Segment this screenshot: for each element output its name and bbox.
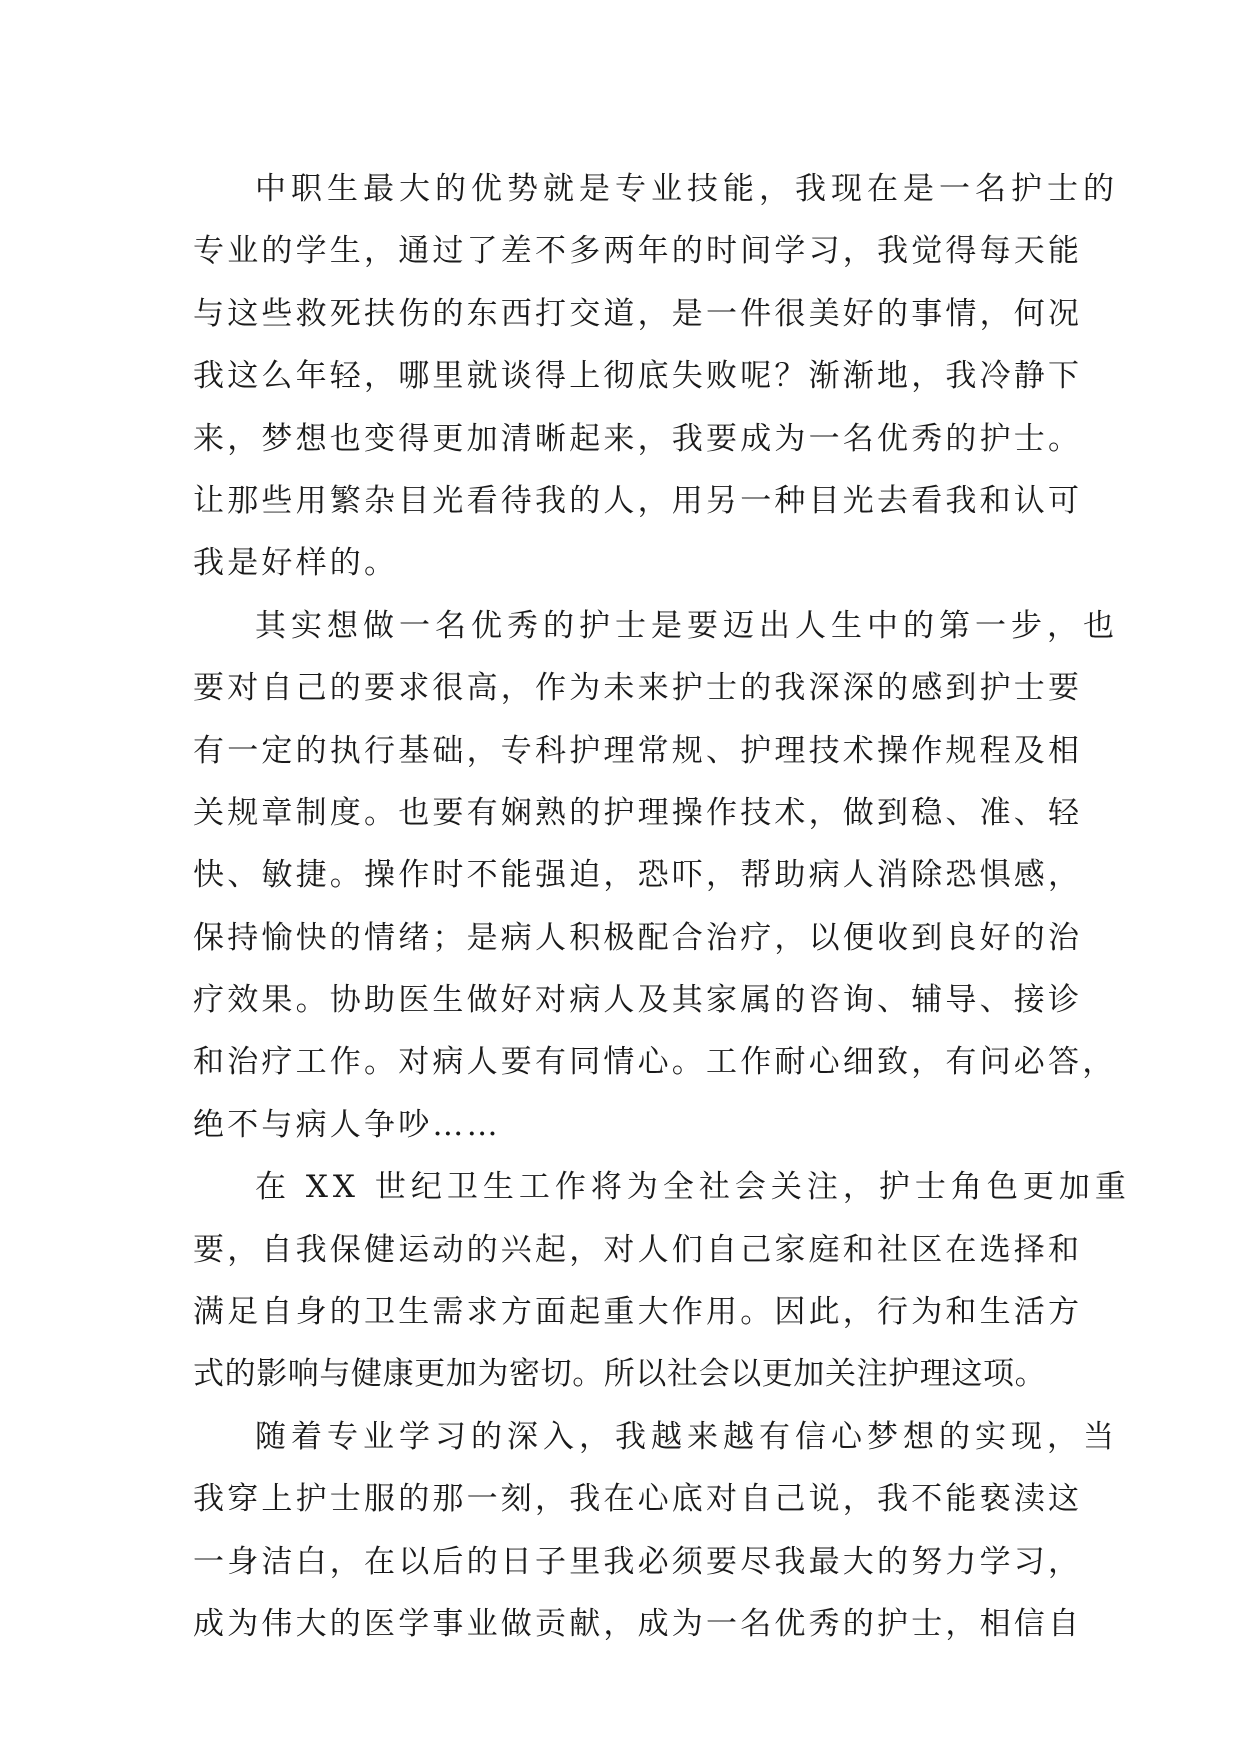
text-line: 我这么年轻，哪里就谈得上彻底失败呢？渐渐地，我冷静下: [193, 358, 1083, 395]
text-line: 与这些救死扶伤的东西打交道，是一件很美好的事情，何况: [193, 295, 1083, 332]
document-body: [193, 158, 1131, 1655]
text-line: 关规章制度。也要有娴熟的护理操作技术，做到稳、准、轻: [193, 794, 1083, 831]
paragraph-2: [193, 595, 1119, 1157]
paragraph-1: [193, 158, 1119, 595]
text-line: 快、敏捷。操作时不能强迫，恐吓，帮助病人消除恐惧感，: [193, 857, 1083, 894]
text-line: 要，自我保健运动的兴起，对人们自己家庭和社区在选择和: [193, 1231, 1083, 1268]
text-line: 来，梦想也变得更加清晰起来，我要成为一名优秀的护士。: [193, 420, 1083, 457]
text-line: 式的影响与健康更加为密切。所以社会以更加关注护理这项。: [193, 1356, 1047, 1393]
text-line: 随着专业学习的深入，我越来越有信心梦想的实现，当: [255, 1418, 1119, 1455]
paragraph-3: [193, 1156, 1131, 1406]
paragraph-4: [193, 1406, 1119, 1656]
text-line: 让那些用繁杂目光看待我的人，用另一种目光去看我和认可: [193, 482, 1083, 519]
text-line: 专业的学生，通过了差不多两年的时间学习，我觉得每天能: [193, 233, 1083, 270]
text-line: 成为伟大的医学事业做贡献，成为一名优秀的护士，相信自: [193, 1605, 1083, 1642]
text-line: 一身洁白，在以后的日子里我必须要尽我最大的努力学习，: [193, 1543, 1083, 1580]
text-line: 中职生最大的优势就是专业技能，我现在是一名护士的: [255, 171, 1119, 207]
text-line: 其实想做一名优秀的护士是要迈出人生中的第一步，也: [255, 607, 1119, 644]
text-line: 我是好样的。: [193, 545, 399, 582]
text-line: 绝不与病人争吵……: [193, 1106, 501, 1143]
text-line: 和治疗工作。对病人要有同情心。工作耐心细致，有问必答，: [193, 1044, 1117, 1081]
text-line: 要对自己的要求很高，作为未来护士的我深深的感到护士要: [193, 670, 1083, 707]
text-line: 疗效果。协助医生做好对病人及其家属的咨询、辅导、接诊: [193, 982, 1083, 1019]
text-line: 我穿上护士服的那一刻，我在心底对自己说，我不能亵渎这: [193, 1481, 1083, 1518]
text-line: 满足自身的卫生需求方面起重大作用。因此，行为和生活方: [193, 1294, 1083, 1331]
text-line: 保持愉快的情绪；是病人积极配合治疗，以便收到良好的治: [193, 919, 1083, 956]
text-line: 在 XX 世纪卫生工作将为全社会关注，护士角色更加重: [255, 1169, 1131, 1206]
text-line: 有一定的执行基础，专科护理常规、护理技术操作规程及相: [193, 732, 1083, 769]
